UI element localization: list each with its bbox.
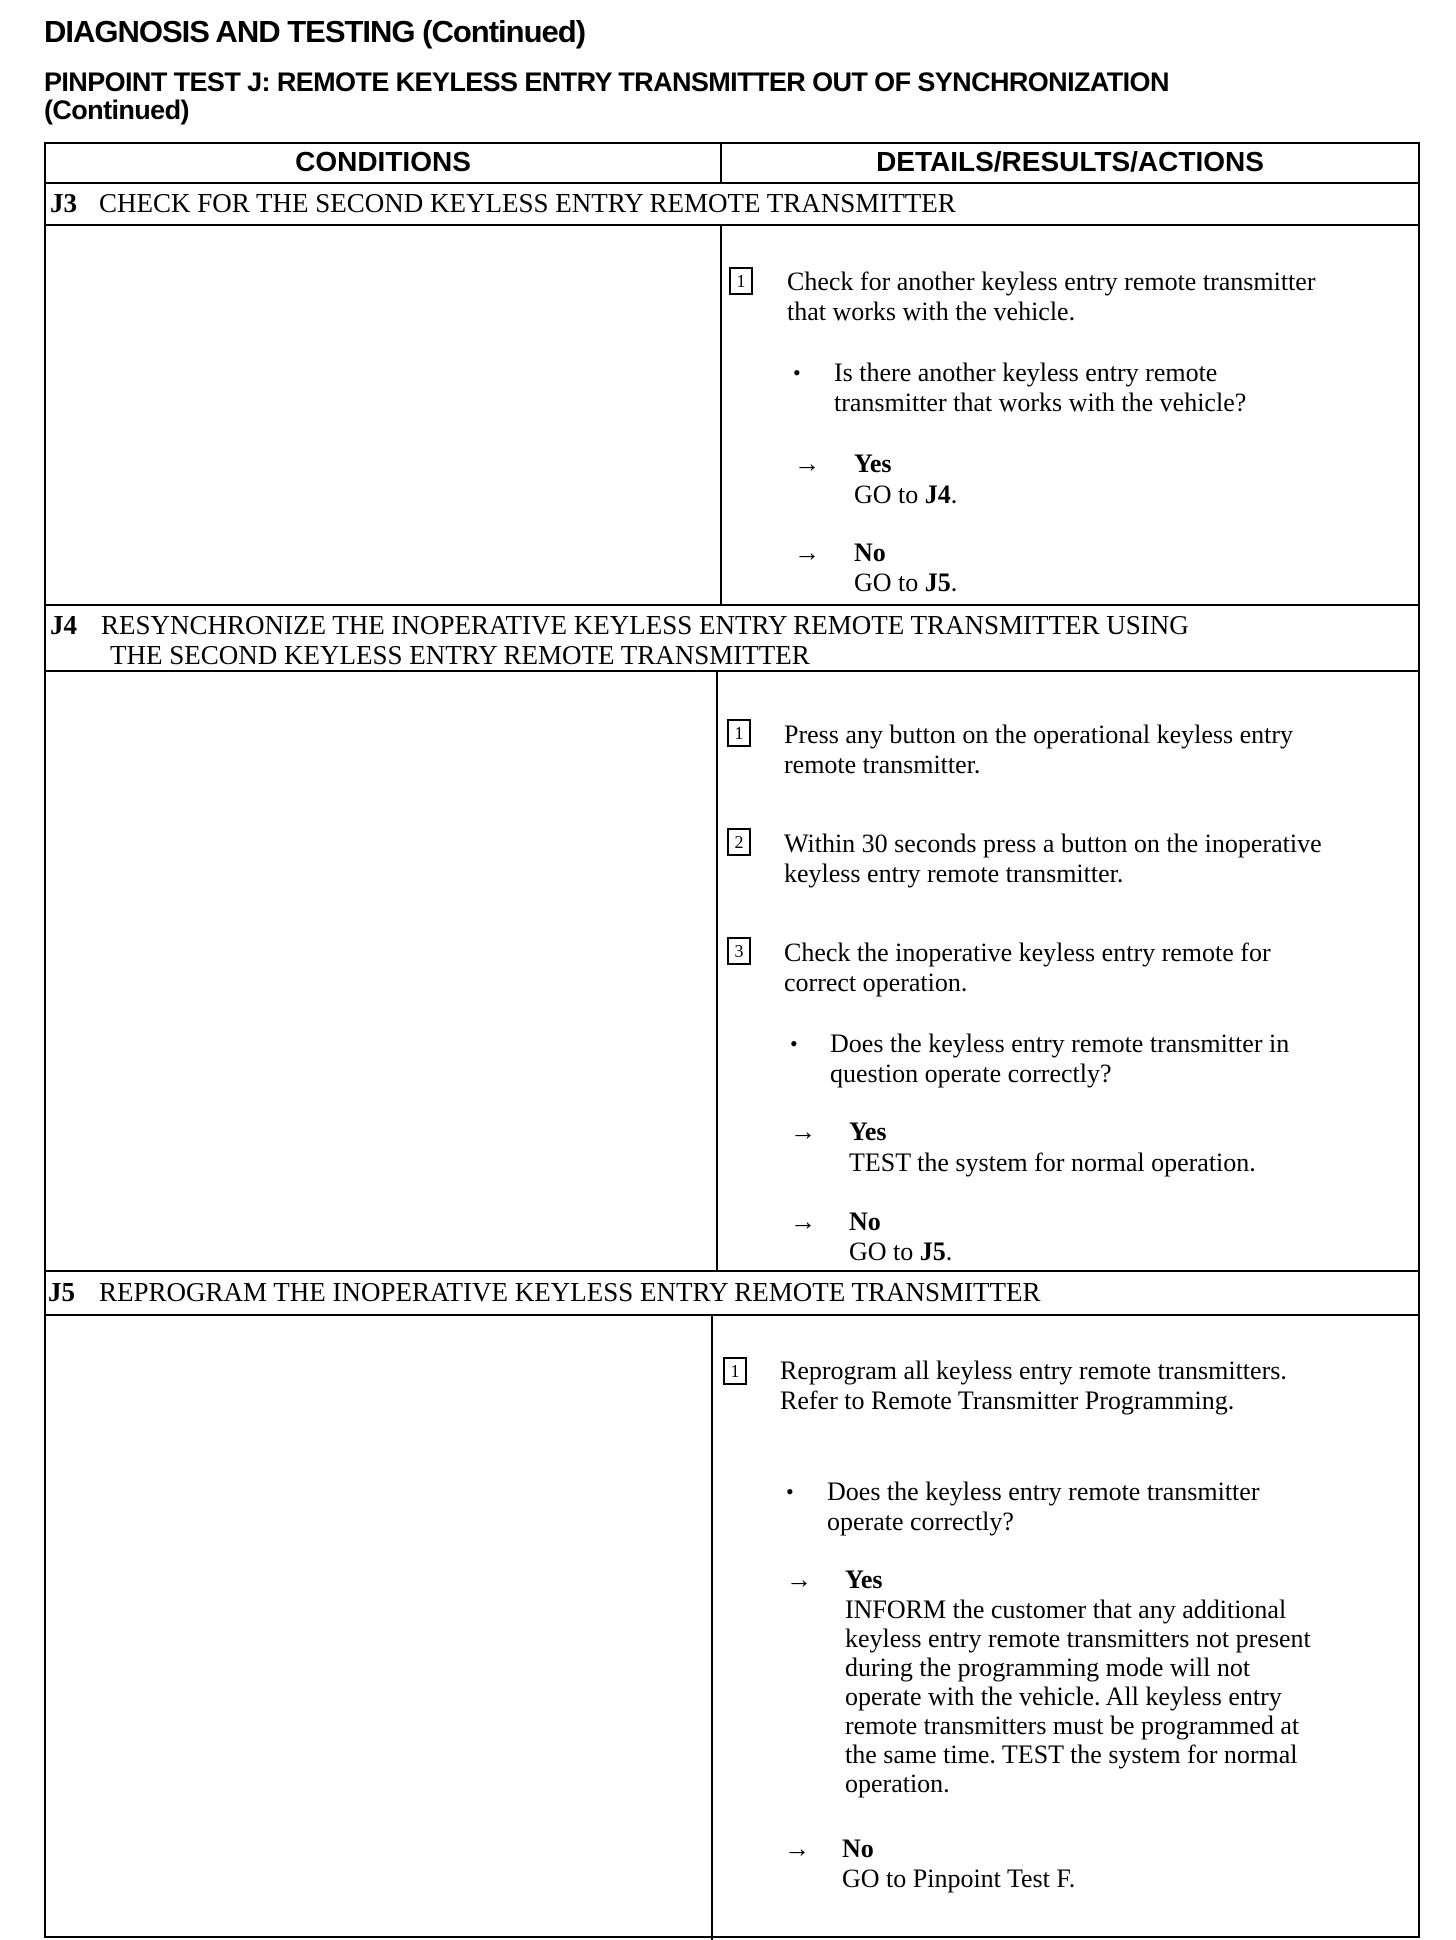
j5-step-id: J5 xyxy=(48,1277,75,1307)
j4-heading xyxy=(50,610,1189,670)
j4-step-1-text xyxy=(784,720,1293,780)
pinpoint-test-title xyxy=(44,68,1424,124)
j4-no-label: No xyxy=(849,1207,881,1236)
j3-step-1-line-1: Check for another keyless entry remote transmitter xyxy=(787,267,1316,296)
j5-yes-line-5: remote transmitters must be programmed at xyxy=(845,1711,1300,1740)
j5-column-divider xyxy=(711,1314,713,1940)
test-title-line-1: PINPOINT TEST J: REMOTE KEYLESS ENTRY TRANSMITTER OUT OF SYNCHRONIZATION xyxy=(44,67,1169,97)
j5-step-1-line-1: Reprogram all keyless entry remote transmitters. xyxy=(780,1356,1287,1385)
j5-question xyxy=(827,1477,1259,1537)
j5-yes-line-2: keyless entry remote transmitters not present xyxy=(845,1624,1311,1653)
j4-no-action-target: J5 xyxy=(919,1237,946,1266)
j4-title-line-2: THE SECOND KEYLESS ENTRY REMOTE TRANSMITTER xyxy=(110,640,810,670)
column-header-conditions: CONDITIONS xyxy=(295,146,471,177)
j5-yes-line-1: INFORM the customer that any additional xyxy=(845,1595,1287,1624)
j3-step-id: J3 xyxy=(50,188,77,218)
test-title-line-2: (Continued) xyxy=(44,95,189,125)
j4-step-1-line-1: Press any button on the operational keyless entry xyxy=(784,720,1294,749)
j3-no-label: No xyxy=(854,538,886,567)
j3-question-bullet: • xyxy=(793,360,801,385)
j4-step-3-number: 3 xyxy=(727,937,751,965)
j5-no-arrow-icon: → xyxy=(784,1834,810,1863)
j4-step-1-number: 1 xyxy=(727,719,751,747)
j5-yes-line-6: the same time. TEST the system for normal xyxy=(845,1740,1298,1769)
j4-step-2-number: 2 xyxy=(727,828,751,856)
j5-yes-action xyxy=(845,1595,1311,1798)
j5-yes-line-3: during the programming mode will not xyxy=(845,1653,1251,1682)
j5-step-title: REPROGRAM THE INOPERATIVE KEYLESS ENTRY REMOTE TRANSMITTER xyxy=(99,1277,1041,1307)
j4-question-line-2: question operate correctly? xyxy=(830,1059,1112,1088)
j5-top-divider xyxy=(46,1270,1418,1272)
j4-no-arrow-icon: → xyxy=(790,1207,816,1236)
j4-step-2-text xyxy=(784,829,1322,889)
j4-step-3-line-1: Check the inoperative keyless entry remote for xyxy=(784,938,1271,967)
j5-heading xyxy=(48,1277,1041,1307)
j5-no-action: GO to Pinpoint Test F. xyxy=(842,1864,1076,1893)
j3-step-title: CHECK FOR THE SECOND KEYLESS ENTRY REMOTE TRANSMITTER xyxy=(99,188,956,218)
j4-step-2-line-1: Within 30 seconds press a button on the inoperative xyxy=(784,829,1322,858)
j3-yes-arrow-icon: → xyxy=(794,449,820,478)
j5-question-bullet: • xyxy=(786,1479,794,1504)
j4-yes-arrow-icon: → xyxy=(790,1117,816,1146)
j3-no-arrow-icon: → xyxy=(794,538,820,567)
j5-yes-line-7: operation. xyxy=(845,1769,950,1798)
j5-step-1-number: 1 xyxy=(723,1357,747,1385)
j3-no-action: GO to J5. xyxy=(854,568,958,597)
j5-yes-line-4: operate with the vehicle. All keyless entry xyxy=(845,1682,1282,1711)
j4-step-1-line-2: remote transmitter. xyxy=(784,750,981,779)
j5-question-line-2: operate correctly? xyxy=(827,1507,1014,1536)
page-title: DIAGNOSIS AND TESTING (Continued) xyxy=(44,14,586,49)
j3-no-action-text: GO to xyxy=(854,568,925,597)
j4-title-divider xyxy=(46,670,1418,672)
j4-step-3-line-2: correct operation. xyxy=(784,968,968,997)
j3-question xyxy=(834,358,1246,418)
j4-yes-label: Yes xyxy=(849,1117,887,1146)
j3-question-line-2: transmitter that works with the vehicle? xyxy=(834,388,1247,417)
j4-yes-action: TEST the system for normal operation. xyxy=(849,1148,1256,1177)
j4-question-line-1: Does the keyless entry remote transmitter in xyxy=(830,1029,1290,1058)
j3-title-divider xyxy=(46,224,1418,226)
j4-step-2-line-2: keyless entry remote transmitter. xyxy=(784,859,1124,888)
j4-title-line-1: RESYNCHRONIZE THE INOPERATIVE KEYLESS ENTRY REMOTE TRANSMITTER USING xyxy=(101,610,1189,640)
j3-step-1-text xyxy=(787,267,1315,327)
j3-yes-label: Yes xyxy=(854,449,892,478)
j3-step-1-number: 1 xyxy=(729,267,753,295)
j3-yes-action-text: GO to xyxy=(854,480,925,509)
j5-step-1-line-2: Refer to Remote Transmitter Programming. xyxy=(780,1386,1235,1415)
j4-no-action: GO to J5. xyxy=(849,1237,953,1266)
j3-yes-action-target: J4 xyxy=(924,480,951,509)
j3-no-action-target: J5 xyxy=(924,568,951,597)
j3-column-divider xyxy=(720,224,722,606)
j5-question-line-1: Does the keyless entry remote transmitter xyxy=(827,1477,1260,1506)
j5-title-divider xyxy=(46,1314,1418,1316)
column-header-details: DETAILS/RESULTS/ACTIONS xyxy=(876,146,1264,177)
j4-question xyxy=(830,1029,1289,1089)
j5-no-label: No xyxy=(842,1834,874,1863)
header-divider xyxy=(46,182,1418,184)
j4-top-divider xyxy=(46,604,1418,606)
j3-yes-action: GO to J4. xyxy=(854,480,958,509)
j3-step-1-line-2: that works with the vehicle. xyxy=(787,297,1076,326)
j4-step-id: J4 xyxy=(50,610,77,640)
j4-no-action-text: GO to xyxy=(849,1237,920,1266)
j3-question-line-1: Is there another keyless entry remote xyxy=(834,358,1218,387)
j4-question-bullet: • xyxy=(790,1031,798,1056)
j3-heading xyxy=(50,188,956,218)
j5-yes-label: Yes xyxy=(845,1565,883,1594)
j4-step-3-text xyxy=(784,938,1271,998)
j4-column-divider xyxy=(716,670,718,1272)
j5-step-1-text xyxy=(780,1356,1287,1416)
j5-yes-arrow-icon: → xyxy=(786,1565,812,1594)
